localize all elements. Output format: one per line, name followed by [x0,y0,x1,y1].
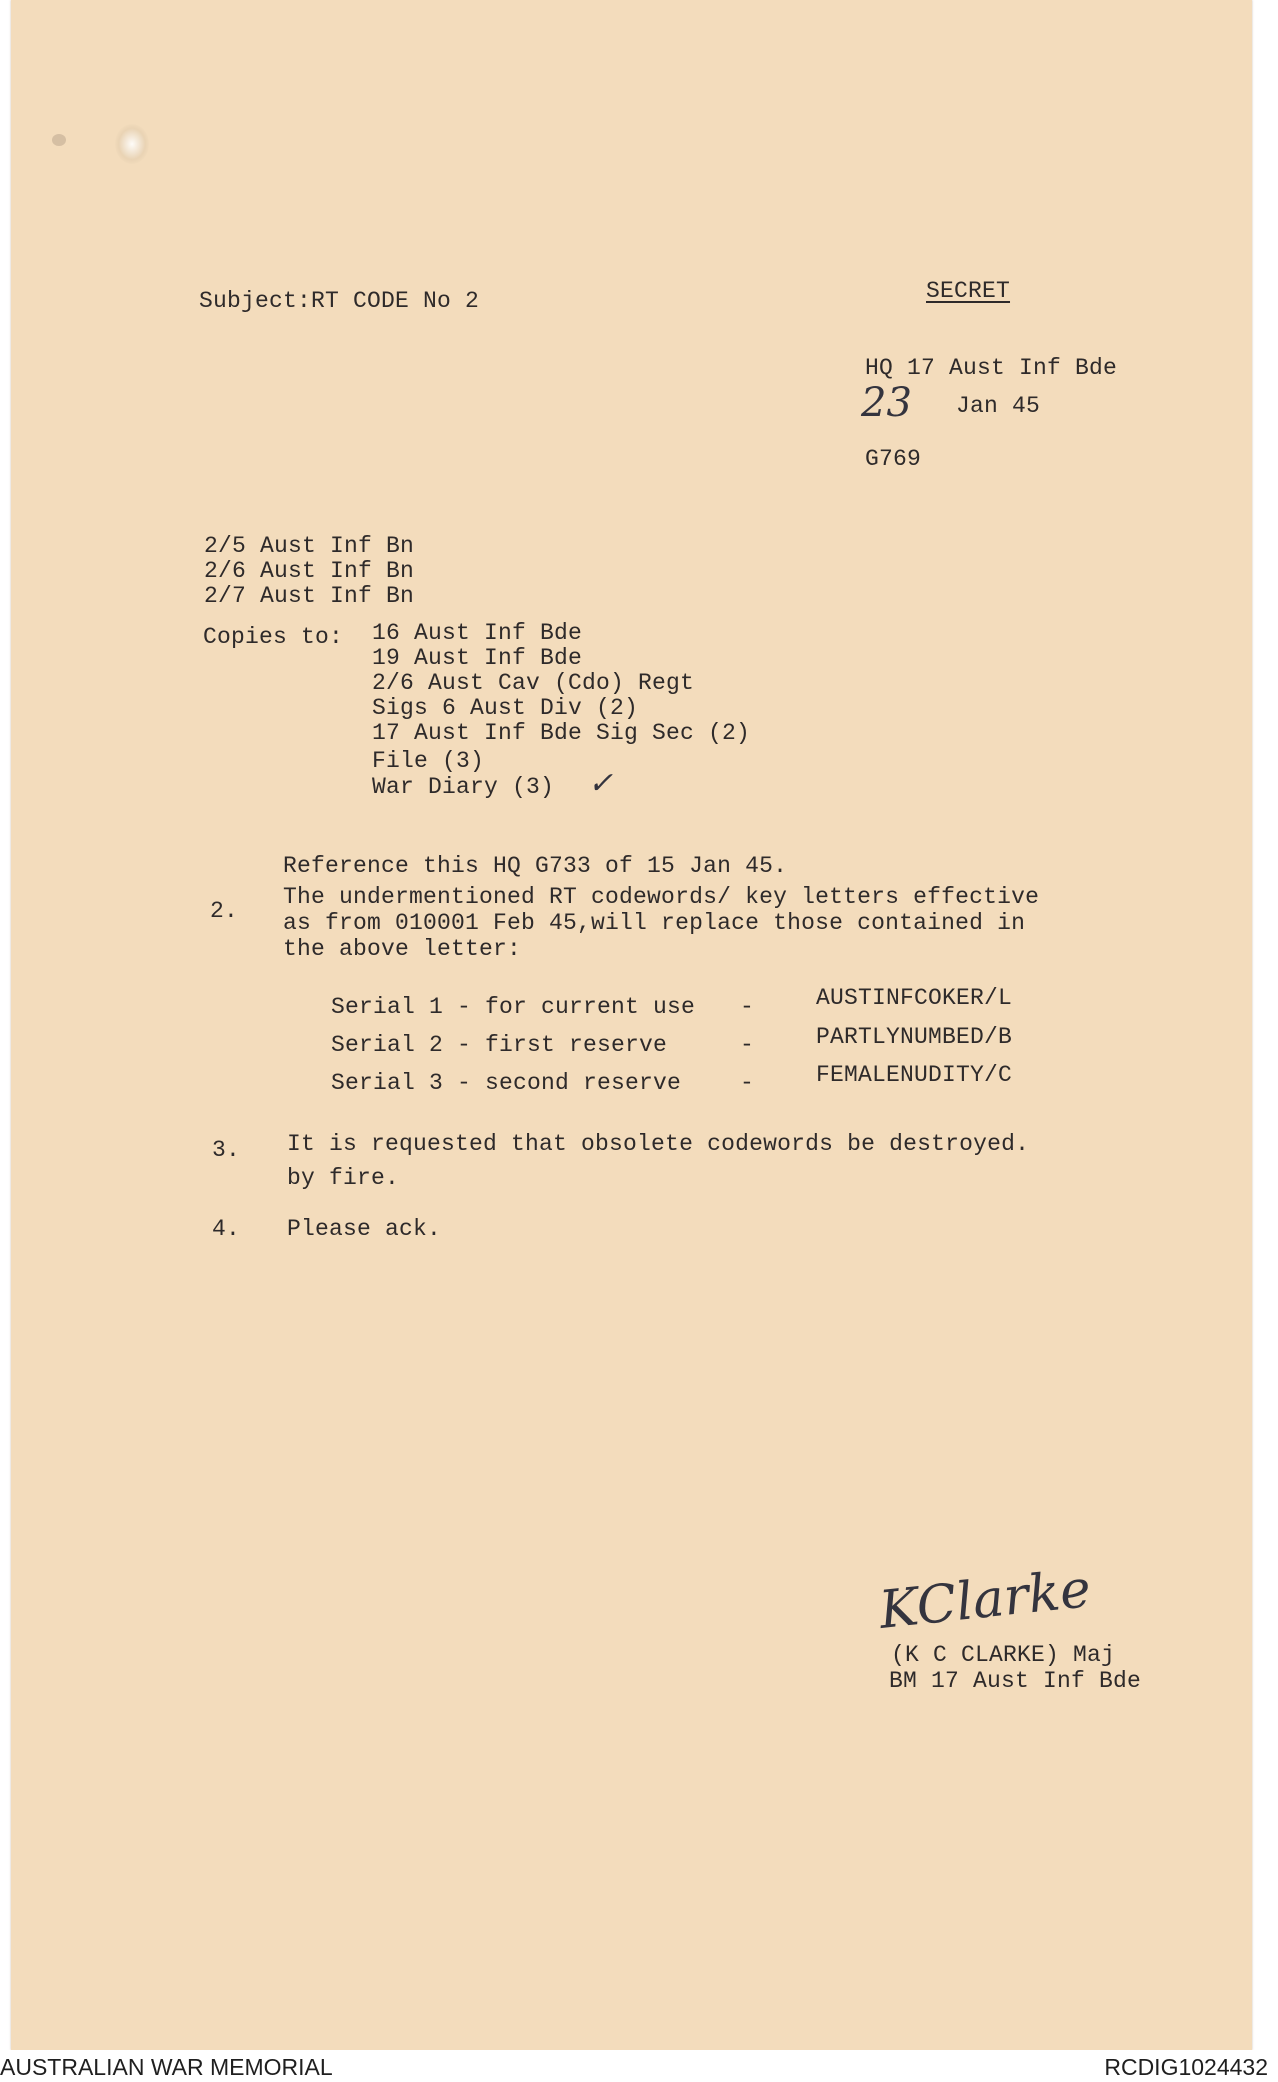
addressee: 2/7 Aust Inf Bn [204,583,415,609]
copy-recipient: Sigs 6 Aust Div (2) [372,695,639,721]
copy-recipient: 2/6 Aust Cav (Cdo) Regt [372,670,695,696]
copy-recipient: 16 Aust Inf Bde [372,620,583,646]
paragraph-text-line: the above letter: [283,936,522,962]
document-page [11,0,1252,2050]
copy-recipient: War Diary (3) [372,774,555,800]
archive-name: AUSTRALIAN WAR MEMORIAL [0,2054,333,2080]
subject-line: Subject:RT CODE No 2 [199,288,480,314]
serial-dash: - [740,1032,755,1058]
serial-label: Serial 1 - for current use [331,994,696,1020]
reference-line: Reference this HQ G733 of 15 Jan 45. [283,853,788,879]
handwritten-signature: KClarke [876,1559,1094,1641]
serial-codeword: AUSTINFCOKER/L [816,985,1013,1011]
date-month-year: Jan 45 [956,393,1041,419]
copy-recipient: 19 Aust Inf Bde [372,645,583,671]
signature-name: (K C CLARKE) Maj [891,1642,1116,1668]
serial-codeword: FEMALENUDITY/C [816,1062,1013,1088]
serial-label: Serial 3 - second reserve [331,1070,682,1096]
paragraph-number: 3. [212,1137,241,1163]
reference-number: G769 [865,446,922,472]
archive-footer [0,2050,1278,2082]
paragraph-number: 2. [210,898,239,924]
paragraph-text-line: Please ack. [287,1216,442,1242]
paragraph-text-line: It is requested that obsolete codewords be destroyed. [287,1131,1030,1157]
serial-label: Serial 2 - first reserve [331,1032,668,1058]
paragraph-text-line: as from 010001 Feb 45,will replace those contained in [283,910,1026,936]
serial-codeword: PARTLYNUMBED/B [816,1024,1013,1050]
signature-title: BM 17 Aust Inf Bde [889,1668,1142,1694]
archive-record-id: RCDIG1024432 [1104,2054,1268,2080]
copy-recipient: 17 Aust Inf Bde Sig Sec (2) [372,720,751,746]
serial-dash: - [740,994,755,1020]
copy-recipient: File (3) [372,748,485,774]
page-crease-mark [52,134,66,146]
paragraph-text-line: The undermentioned RT codewords/ key letters effective [283,884,1040,910]
origin-unit: HQ 17 Aust Inf Bde [865,355,1118,381]
addressee: 2/6 Aust Inf Bn [204,558,415,584]
paragraph-text-line: by fire. [287,1165,400,1191]
copies-to-label: Copies to: [203,624,344,650]
paragraph-number: 4. [212,1216,241,1242]
handwritten-check-mark: ✓ [588,766,614,801]
handwritten-date-day: 23 [861,380,912,426]
page-crease-mark [115,124,149,164]
addressee: 2/5 Aust Inf Bn [204,533,415,559]
classification-secret: SECRET [926,278,1011,304]
serial-dash: - [740,1070,755,1096]
